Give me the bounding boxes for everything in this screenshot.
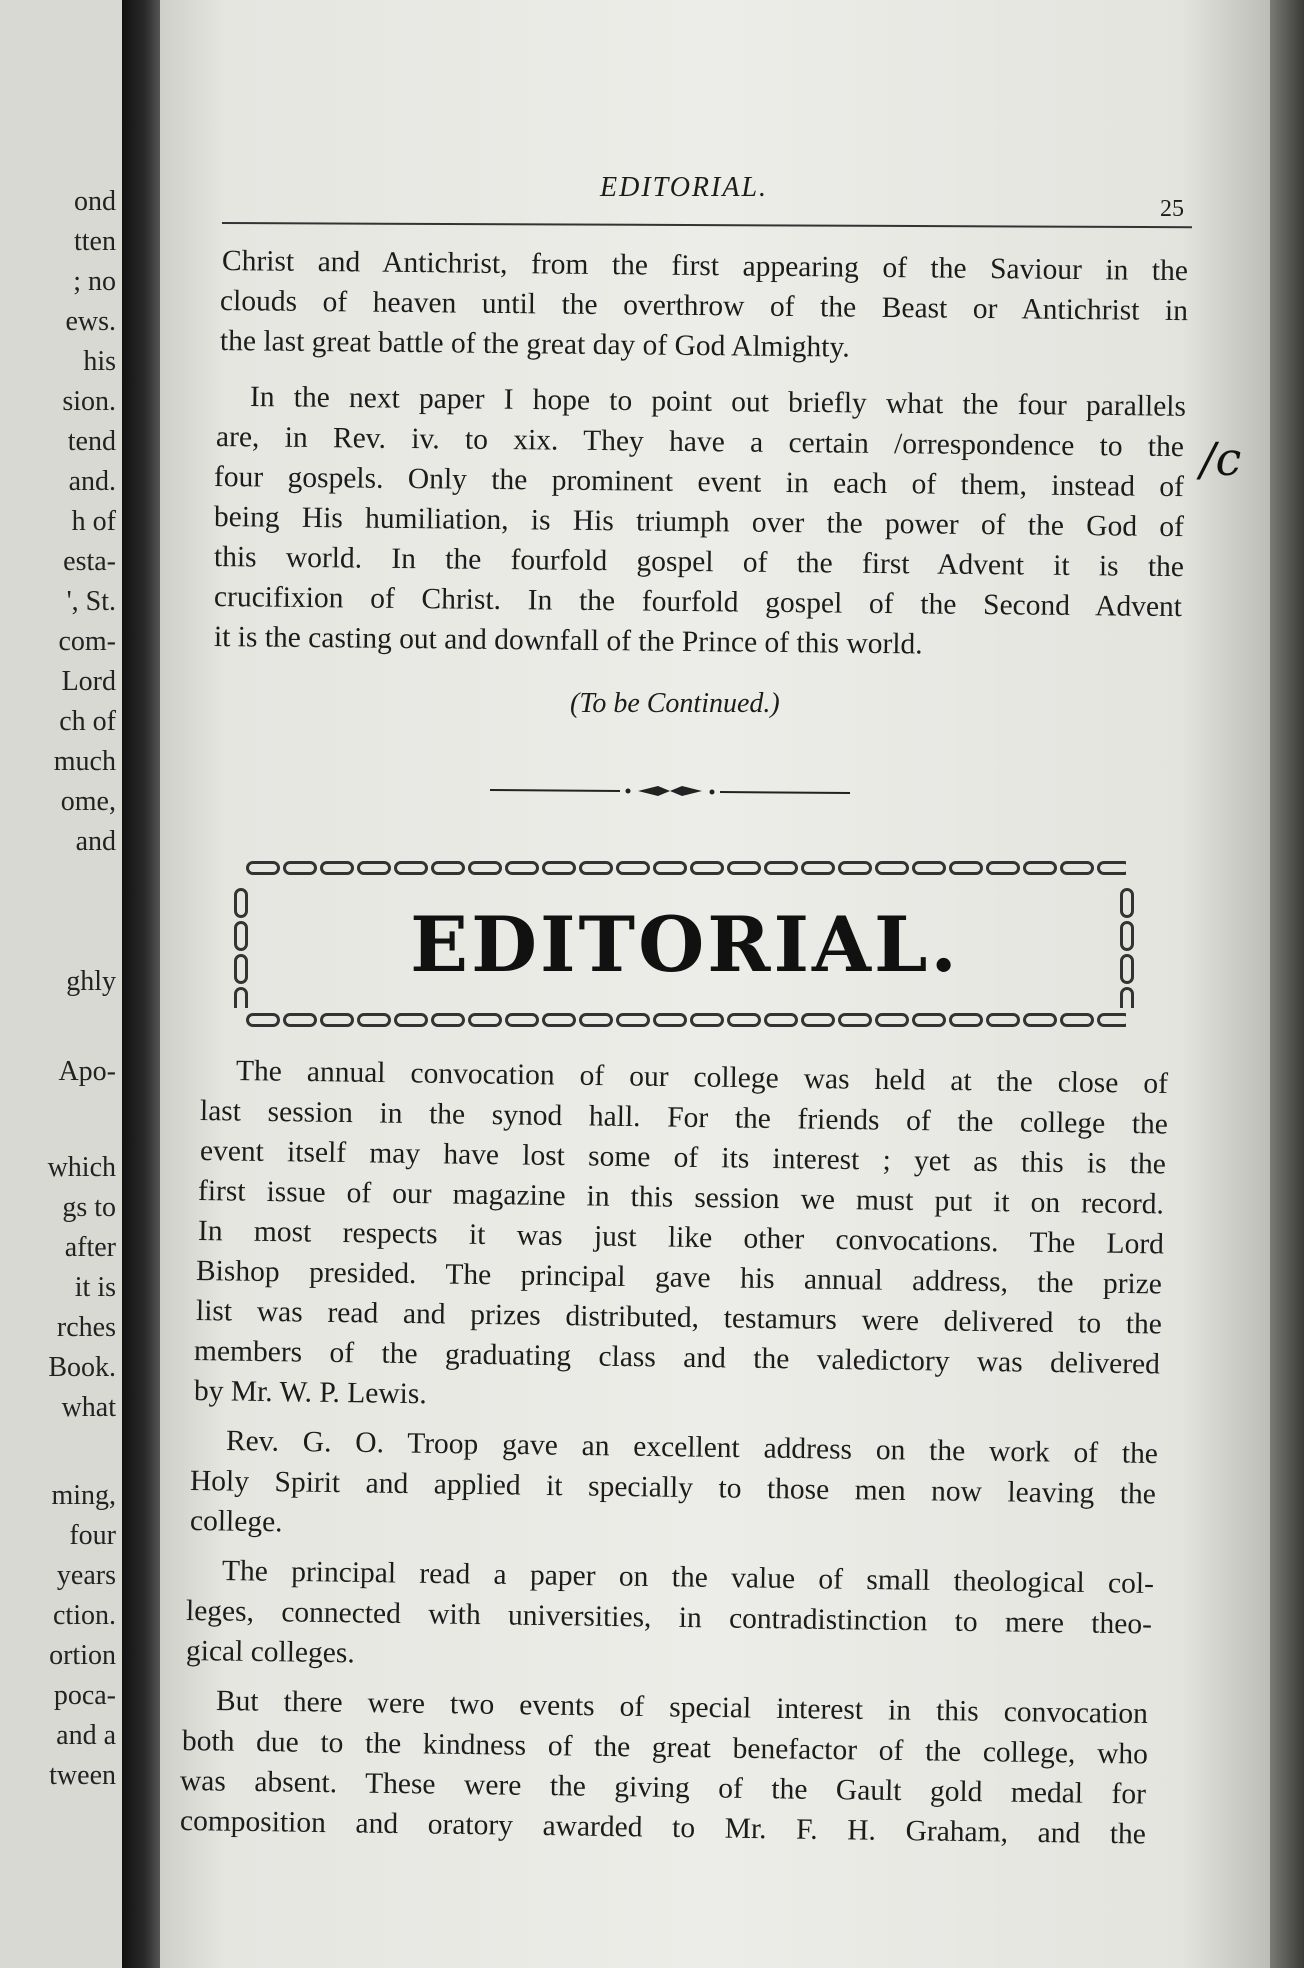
text-line: last session in the synod hall. For the friends of the college the: [199, 1095, 1169, 1141]
chain-link: [542, 1013, 576, 1027]
chain-link: [838, 1013, 872, 1027]
chain-link: [283, 861, 317, 875]
chain-link: [468, 861, 502, 875]
chain-link: [246, 861, 280, 875]
fragment-line: esta-: [63, 546, 116, 577]
text-line: being His humiliation, is His triumph over the power of the God of: [213, 501, 1185, 544]
editorial-heading: EDITORIAL.: [410, 900, 960, 989]
chain-link: [949, 861, 983, 875]
text-line: The principal read a paper on the value of small theological col-: [221, 1555, 1155, 1601]
chain-link: [986, 861, 1020, 875]
fragment-line: ; no: [73, 266, 116, 297]
chain-link: [1023, 861, 1057, 875]
text-line: first issue of our magazine in this session we must put it on record.: [197, 1175, 1165, 1221]
chain-link: [801, 861, 835, 875]
ornament-divider: [490, 776, 850, 806]
text-line: Rev. G. O. Troop gave an excellent address on the work of the: [225, 1425, 1159, 1471]
chain-link: [431, 1013, 465, 1027]
chain-link: [579, 1013, 613, 1027]
fragment-line: ch of: [59, 706, 116, 737]
fragment-line: his: [83, 346, 116, 377]
chain-link: [690, 1013, 724, 1027]
text-line: clouds of heaven until the overthrow of the Beast or Antichrist in: [219, 285, 1189, 328]
chain-link: [1097, 861, 1126, 875]
fragment-line: it is: [74, 1272, 116, 1303]
chain-link: [1097, 1013, 1126, 1027]
chain-link: [431, 861, 465, 875]
fragment-line: gs to: [62, 1192, 116, 1223]
text-line: it is the casting out and downfall of the Prince of this world.: [213, 621, 923, 661]
chain-link: [653, 1013, 687, 1027]
chain-link: [1023, 1013, 1057, 1027]
chain-link: [320, 861, 354, 875]
chain-link: [764, 861, 798, 875]
chain-link: [320, 1013, 354, 1027]
text-line: Holy Spirit and applied it specially to those men now leaving the: [189, 1465, 1157, 1511]
chain-link: [505, 1013, 539, 1027]
facing-page-fragment: [0, 0, 122, 1968]
chain-link: [616, 861, 650, 875]
text-line: But there were two events of special interest in this convocation: [215, 1685, 1149, 1731]
fragment-line: and: [75, 826, 116, 857]
text-line: both due to the kindness of the great benefactor of the college, who: [181, 1725, 1149, 1771]
text-line: was absent. These were the giving of the Gault gold medal for: [179, 1765, 1147, 1811]
fragment-line: poca-: [53, 1680, 116, 1711]
fragment-line: and a: [56, 1720, 116, 1751]
text-line: In most respects it was just like other convocations. The Lord: [197, 1215, 1165, 1261]
editorial-banner: [232, 858, 1138, 1036]
fragment-line: much: [53, 746, 116, 777]
running-title: EDITORIAL.: [600, 172, 769, 203]
text-line: the last great battle of the great day of God Almighty.: [219, 325, 850, 364]
text-line: this world. In the fourfold gospel of the first Advent it is the: [213, 541, 1185, 584]
fragment-line: Book.: [48, 1352, 116, 1383]
fragment-line: what: [61, 1392, 116, 1423]
fragment-line: com-: [58, 626, 116, 657]
text-line: by Mr. W. P. Lewis.: [193, 1375, 427, 1411]
fragment-line: years: [56, 1560, 116, 1591]
fragment-line: ming,: [51, 1480, 116, 1511]
chain-link: [579, 861, 613, 875]
fragment-line: rches: [56, 1312, 116, 1343]
chain-link: [394, 1013, 428, 1027]
chain-link: [505, 861, 539, 875]
fragment-line: and.: [68, 466, 116, 497]
fragment-line: tten: [74, 226, 116, 257]
chain-link: [875, 1013, 909, 1027]
fragment-line: tween: [49, 1760, 116, 1791]
chain-link: [1060, 861, 1094, 875]
chain-link: [764, 1013, 798, 1027]
fragment-line: h of: [71, 506, 116, 537]
chain-link: [801, 1013, 835, 1027]
text-line: college.: [189, 1505, 283, 1539]
page-edge: [1270, 0, 1304, 1968]
chain-link: [1120, 987, 1134, 1008]
chain-link: [727, 861, 761, 875]
chain-link: [1060, 1013, 1094, 1027]
chain-link: [542, 861, 576, 875]
chain-border-top: [246, 858, 1126, 878]
chain-link: [838, 861, 872, 875]
text-line: members of the graduating class and the valedictory was delivered: [193, 1335, 1161, 1381]
fragment-line: ction.: [53, 1600, 116, 1631]
text-line: four gospels. Only the prominent event in each of them, instead of: [213, 461, 1185, 504]
fragment-line: Lord: [61, 666, 116, 697]
chain-link: [727, 1013, 761, 1027]
text-line: Christ and Antichrist, from the first appearing of the Saviour in the: [221, 245, 1189, 288]
book-gutter: [122, 0, 160, 1968]
text-line: composition and oratory awarded to Mr. F. H. Graham, and the: [179, 1805, 1147, 1851]
fragment-line: Apo-: [58, 1056, 116, 1087]
fragment-line: after: [64, 1232, 116, 1263]
text-line: In the next paper I hope to point out briefly what the four parallels: [249, 381, 1187, 423]
fragment-line: which: [47, 1152, 116, 1183]
chain-link: [912, 1013, 946, 1027]
text-line: event itself may have lost some of its interest ; yet as this is the: [199, 1135, 1167, 1181]
fragment-line: four: [69, 1520, 116, 1551]
text-line: Bishop presided. The principal gave his annual address, the prize: [195, 1255, 1163, 1301]
chain-link: [246, 1013, 280, 1027]
fragment-line: ews.: [65, 306, 116, 337]
chain-link: [616, 1013, 650, 1027]
text-line: list was read and prizes distributed, testamurs were delivered to the: [195, 1295, 1163, 1341]
chain-link: [986, 1013, 1020, 1027]
text-line: crucifixion of Christ. In the fourfold gospel of the Second Advent: [213, 581, 1183, 624]
text-line: The annual convocation of our college was held at the close of: [235, 1055, 1169, 1101]
chain-link: [394, 861, 428, 875]
chain-link: [875, 861, 909, 875]
fragment-line: tend: [67, 426, 116, 457]
chain-link: [653, 861, 687, 875]
chain-link: [468, 1013, 502, 1027]
to-be-continued: (To be Continued.): [570, 688, 780, 719]
text-line: gical colleges.: [185, 1635, 355, 1670]
fragment-line: ghly: [66, 966, 116, 997]
chain-link: [234, 987, 248, 1008]
chain-border-bottom: [246, 1010, 1126, 1030]
text-line: are, in Rev. iv. to xix. They have a certain /orrespondence to the: [215, 421, 1185, 464]
fragment-line: ome,: [60, 786, 116, 817]
handwritten-correction-mark: /c: [1200, 432, 1242, 486]
text-line: leges, connected with universities, in contradistinction to mere theo-: [185, 1595, 1153, 1641]
chain-link: [690, 861, 724, 875]
chain-link: [912, 861, 946, 875]
fragment-line: ond: [74, 186, 116, 217]
chain-link: [357, 1013, 391, 1027]
chain-link: [949, 1013, 983, 1027]
fragment-line: sion.: [62, 386, 116, 417]
page-number: 25: [1160, 196, 1184, 222]
fragment-line: ortion: [49, 1640, 116, 1671]
chain-link: [357, 861, 391, 875]
fragment-line: ', St.: [66, 586, 116, 617]
chain-link: [283, 1013, 317, 1027]
